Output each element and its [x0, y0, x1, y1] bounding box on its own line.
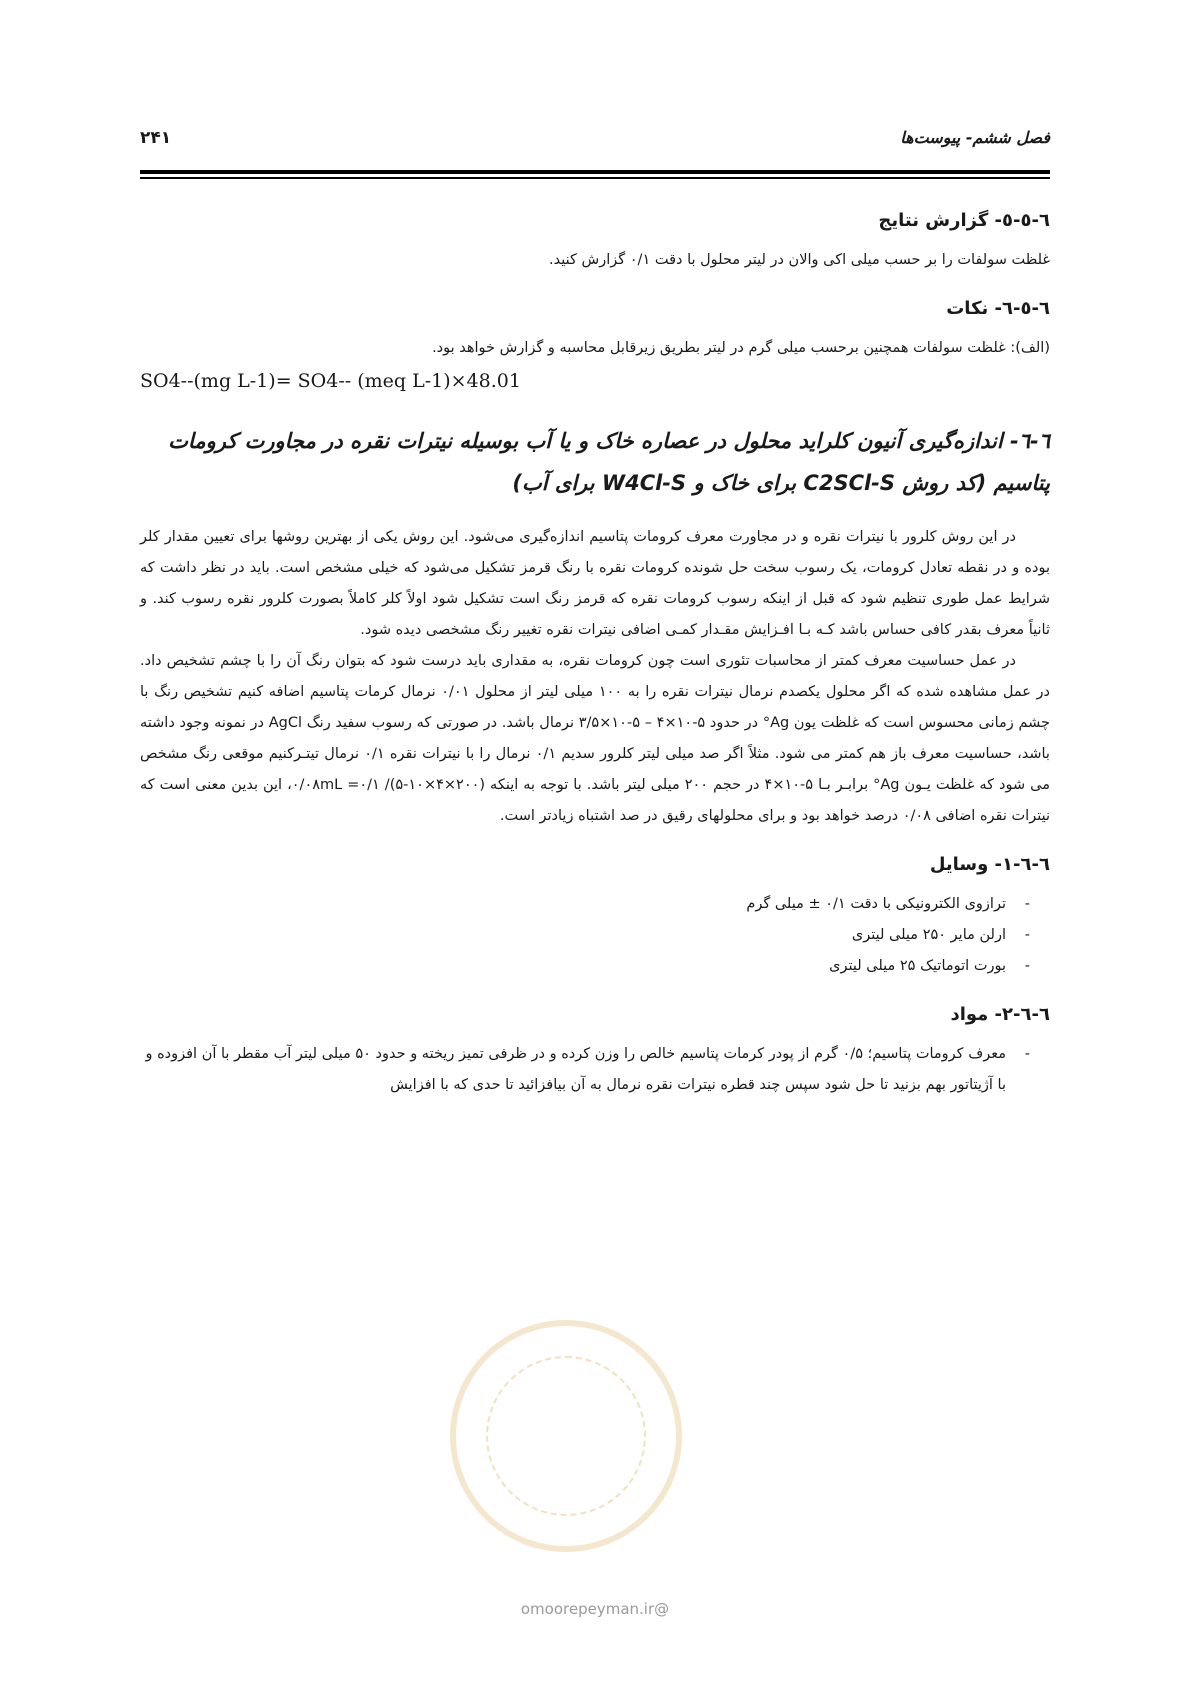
chloride-section-heading: ٦-٦- اندازه‌گیری آنیون کلراید محلول در عصاره خاک و یا آب بوسیله نیترات نقره در مجاورت کرومات پتاسیم (کد روش C2SCl-S برای خاک و W4Cl-S برای آب) [168, 429, 1050, 495]
materials-item: - معرف کرومات پتاسیم؛ ۰/۵ گرم از پودر کرمات پتاسیم خالص را وزن کرده و در ظرفی تمیز ریخته و حدود ۵۰ میلی لیتر آب مقطر با آن افزوده و با آژیتاتور بهم بزنید تا حل شود سپس چند قطره نیترات نقره نرمال به آن بیافزائید تا حدی که با افزایش [140, 1039, 1030, 1101]
materials-list [140, 1039, 1050, 1101]
chloride-paragraph-2: در عمل حساسیت معرف کمتر از محاسبات تئوری است چون کرومات نقره، به مقداری باید درست شود که بتوان رنگ آن را با چشم تشخیص داد. در عمل مشاهده شده که اگر محلول یکصدم نرمال نیترات نقره را به ۱۰۰ میلی لیتر از محلول ۰/۰۱ نرمال کرمات پتاسیم اضافه کنیم تشخیص رنگ با چشم زمانی محسوس است که غلظت یون Ag° در حدود ۵-۱۰×۴ – ۵-۱۰×۳/۵ نرمال باشد. در صورتی که رسوب سفید رنگ AgCl در نمونه وجود داشته باشد، حساسیت معرف باز هم کمتر می شود. مثلاً اگر صد میلی لیتر کلرور سدیم ۰/۱ نرمال را با نیترات نقره ۰/۱ نرمال تیتـرکنیم موقعی رنگ مشخص می شود که غلظت یـون Ag° برابـر بـا ۵-۱۰×۴ در حجم ۲۰۰ میلی لیتر باشد. با توجه به اینکه ۰/۰۸mL =۰/۱ /(۵-۱۰×۴×۲۰۰)، این بدین معنی است که نیترات نقره اضافی ۰/۰۸ درصد خواهد بود و برای محلولهای رقیق در صد اشتباه زیادتر است. [140, 653, 1051, 824]
page-number: ۲۴۱ [140, 128, 172, 148]
equipment-list [140, 889, 1050, 982]
page-header [140, 128, 1050, 152]
header-rule-thick [140, 170, 1050, 174]
report-text: غلظت سولفات را بر حسب میلی اکی والان در لیتر محلول با دقت ۰/۱ گزارش کنید. [549, 252, 1050, 268]
materials-heading: ٦-٦-٢- مواد [950, 1004, 1050, 1025]
notes-heading: ٦-٥-٦- نکات [946, 298, 1050, 319]
footer-watermark-text: @omoorepeyman.ir [520, 1600, 670, 1618]
sulfate-formula: SO4--(mg L-1)= SO4-- (meq L-1)×48.01 [140, 370, 521, 392]
watermark-seal-inner [486, 1356, 646, 1516]
page-content [140, 210, 1050, 1101]
equipment-item: - بورت اتوماتیک ۲۵ میلی لیتری [140, 951, 1030, 982]
header-rule-thin [140, 177, 1050, 179]
equipment-heading: ٦-٦-١- وسایل [929, 854, 1050, 875]
chapter-title: فصل ششم- پیوست‌ها [900, 128, 1050, 147]
equipment-item: - ترازوی الکترونیکی با دقت ۰/۱ ± میلی گرم [140, 889, 1030, 920]
report-heading: ٦-٥-٥- گزارش نتایج [878, 210, 1050, 231]
watermark-seal [450, 1320, 682, 1552]
chloride-paragraph-1: در این روش کلرور با نیترات نقره و در مجاورت معرف کرومات پتاسیم اندازه‌گیری می‌شود. این روش یکی از بهترین روشها برای تعیین مقدار کلر بوده و در نقطه تعادل کرومات، یک رسوب سخت حل شونده کرومات نقره با رنگ قرمز تشکیل می‌شود که خیلی مشخص است. باید در نظر داشت که شرایط عمل طوری تنظیم شود که قبل از اینکه رسوب کرومات نقره که قرمز رنگ است تشکیل شود اولاً کلر کاملاً بصورت کلرور نقره رسوب کند. و ثانیاً معرف بقدر کافی حساس باشد کـه بـا افـزایش مقـدار کمـی اضافی نیترات نقره تغییر رنگ مشخصی دیده شود. [140, 529, 1050, 638]
notes-text: (الف): غلظت سولفات همچنین برحسب میلی گرم در لیتر بطریق زیرقابل محاسبه و گزارش خواهد بود. [432, 340, 1050, 356]
equipment-item: - ارلن مایر ۲۵۰ میلی لیتری [140, 920, 1030, 951]
